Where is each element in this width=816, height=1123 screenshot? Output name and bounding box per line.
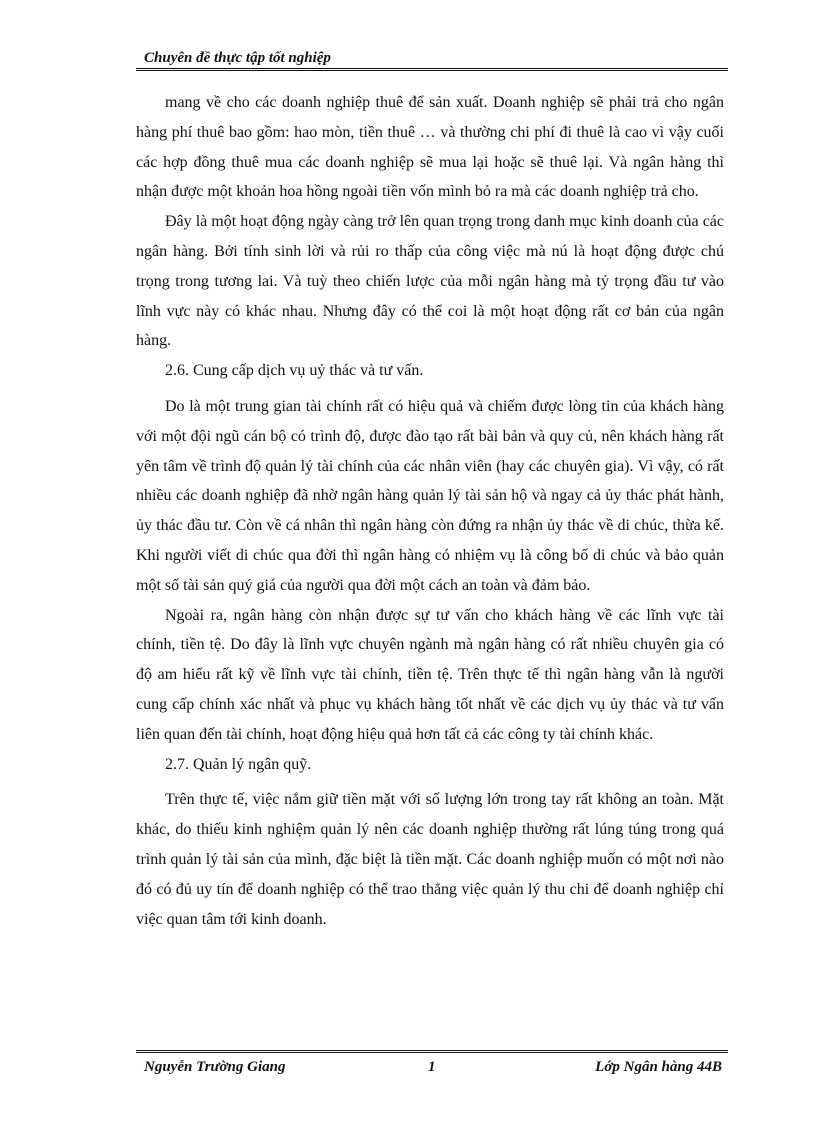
header-rule	[136, 68, 728, 71]
document-body	[136, 88, 724, 1028]
footer-page-number: 1	[428, 1059, 436, 1075]
footer-author: Nguyễn Trường Giang	[144, 1059, 286, 1075]
paragraph-3: Do là một trung gian tài chính rất có hiệu quả và chiếm được lòng tin của khách hàng với một đội ngũ cán bộ có trình độ, được đào tạo rất bài bản và quy củ, nên khách hàng rất yên tâm về trình độ quản lý tài chính của các nhân viên (hay các chuyên gia). Vì vậy, có rất nhiều các doanh nghiệp đã nhờ ngân hàng quản lý tài sản hộ và ngay cả ủy thác phát hành, ủy thác đầu tư. Còn về cá nhân thì ngân hàng còn đứng ra nhận ủy thác về di chúc, thừa kế. Khi người viết di chúc qua đời thì ngân hàng có nhiệm vụ là công bố di chúc và bảo quản một số tài sản quý giá của người qua đời một cách an toàn và đảm bảo.	[136, 397, 724, 594]
paragraph-4: Ngoài ra, ngân hàng còn nhận được sự tư vấn cho khách hàng về các lĩnh vực tài chính, tiền tệ. Do đây là lĩnh vực chuyên ngành mà ngân hàng có rất nhiều chuyên gia có độ am hiểu rất kỹ về lĩnh vực tài chính, tiền tệ. Trên thực tế thì ngân hàng vẫn là người cung cấp chính xác nhất và phục vụ khách hàng tốt nhất về các dịch vụ ủy thác và tư vấn liên quan đến tài chính, hoạt động hiệu quả hơn tất cả các công ty tài chính khác.	[136, 606, 724, 743]
page-header	[136, 50, 728, 72]
footer-rule	[136, 1050, 728, 1053]
paragraph-2: Đây là một hoạt động ngày càng trở lên quan trọng trong danh mục kinh doanh của các ngân hàng. Bởi tính sinh lời và rủi ro thấp của công việc mà nú là hoạt động được chú trọng trong tương lai. Và tuỳ theo chiến lược của mỗi ngân hàng mà tỷ trọng đầu tư vào lĩnh vực này có khác nhau. Nhưng đây có thể coi là một hoạt động rất cơ bản của ngân hàng.	[136, 213, 724, 350]
paragraph-1: mang về cho các doanh nghiệp thuê để sản xuất. Doanh nghiệp sẽ phải trả cho ngân hàng phí thuê bao gồm: hao mòn, tiền thuê … và thường chi phí đi thuê là cao vì vậy cuối các hợp đồng thuê mua các doanh nghiệp sẽ mua lại hoặc sẽ thuê lại. Và ngân hàng thì nhận được một khoản hoa hồng ngoài tiền vốn mình bỏ ra mà các doanh nghiệp trả cho.	[136, 94, 724, 201]
section-heading-2-7: 2.7. Quản lý ngân quỹ.	[165, 755, 312, 773]
section-heading-2-6: 2.6. Cung cấp dịch vụ uỷ thác và tư vấn.	[165, 362, 424, 380]
paragraph-5: Trên thực tế, việc nắm giữ tiền mặt với số lượng lớn trong tay rất không an toàn. Mặt khác, do thiếu kinh nghiệm quản lý nên các doanh nghiệp thường rất lúng túng trong quá trình quản lý tài sản của mình, đặc biệt là tiền mặt. Các doanh nghiệp muốn có một nơi nào đó có đủ uy tín để doanh nghiệp có thể trao thẳng việc quản lý thu chi để doanh nghiệp chỉ việc quan tâm tới kinh doanh.	[136, 791, 724, 928]
footer-class-name: Lớp Ngân hàng 44B	[595, 1059, 722, 1075]
header-title: Chuyên đề thực tập tốt nghiệp	[144, 50, 331, 66]
page-footer	[136, 1050, 728, 1080]
